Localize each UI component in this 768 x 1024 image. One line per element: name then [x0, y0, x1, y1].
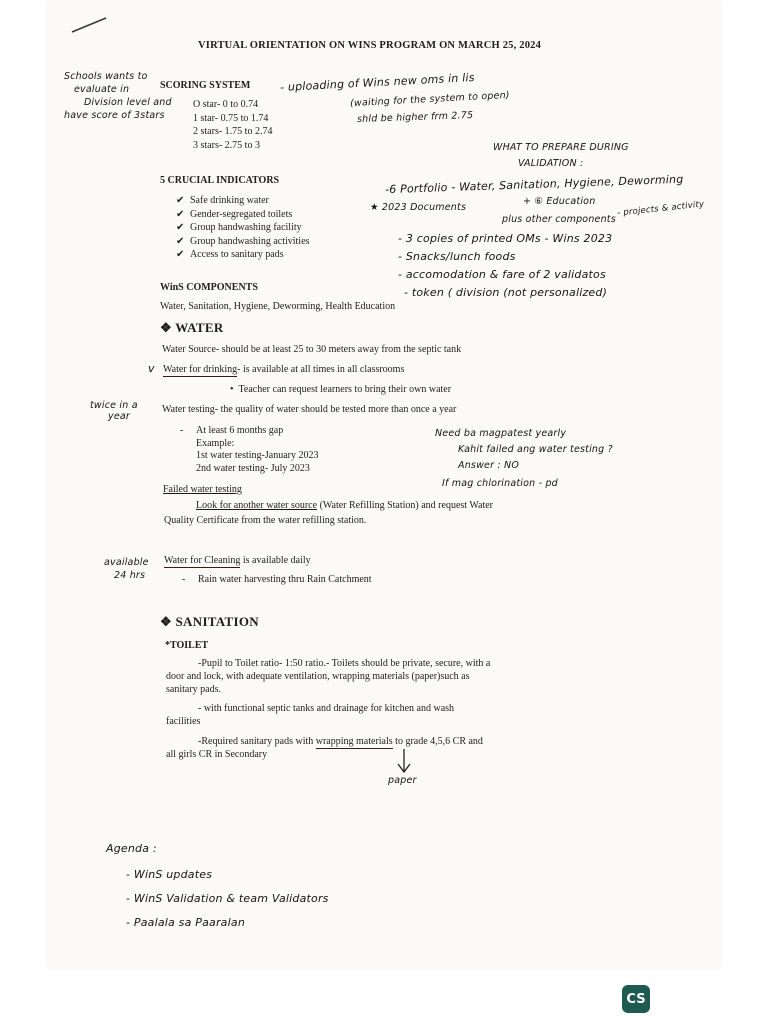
- indicator-item: ✔ Gender-segregated toilets: [176, 208, 293, 220]
- toilet-paragraph-2: - with functional septic tanks and drainage for kitchen and wash facilities: [166, 703, 455, 727]
- indicator-item: ✔ Access to sanitary pads: [176, 249, 284, 260]
- toilet-paragraph-1: -Pupil to Toilet ratio- 1:50 ratio.- Toilets should be private, secure, with a door and lock, with adequate ventilation, wrapping materials (paper)such as sanitary pads.: [166, 658, 491, 695]
- handwritten-upload-note: - uploading of Wins new oms in lis: [279, 70, 475, 95]
- handwritten-other-components: plus other components: [502, 214, 616, 225]
- handwritten-paper: paper: [388, 775, 417, 786]
- handwritten-portfolio: -6 Portfolio - Water, Sanitation, Hygiene, Deworming: [384, 172, 684, 197]
- handwritten-validation-heading: VALIDATION :: [518, 158, 584, 169]
- handwritten-token: - token ( division (not personalized): [404, 286, 608, 299]
- indicators-heading: 5 CRUCIAL INDICATORS: [160, 175, 280, 186]
- scoring-heading: SCORING SYSTEM: [160, 80, 251, 91]
- handwritten-prepare-heading: WHAT TO PREPARE DURING: [493, 142, 629, 153]
- look-source-text: Look for another water source (Water Refilling Station) and request Water: [196, 500, 493, 511]
- handwritten-agenda-heading: Agenda :: [106, 842, 157, 855]
- document-title: VIRTUAL ORIENTATION ON WINS PROGRAM ON MARCH 25, 2024: [198, 40, 542, 51]
- agenda-item: - WinS Validation & team Validators: [126, 892, 329, 905]
- handwritten-documents: ★ 2023 Documents: [370, 202, 467, 213]
- rain-harvest-text: - Rain water harvesting thru Rain Catchment: [182, 574, 372, 585]
- star-1: 1 star- 0.75 to 1.74: [193, 112, 269, 124]
- handwritten-snacks: - Snacks/lunch foods: [398, 250, 516, 263]
- water-cleaning-text: Water for Cleaning is available daily: [164, 555, 311, 566]
- water-drinking-text: Water for drinking- is available at all times in all classrooms: [163, 364, 405, 375]
- indicator-item: ✔ Safe drinking water: [176, 195, 269, 206]
- agenda-item: - WinS updates: [126, 868, 213, 881]
- sanitation-heading: ❖ SANITATION: [160, 614, 259, 629]
- water-source-text: Water Source- should be at least 25 to 30 meters away from the septic tank: [162, 344, 462, 355]
- handwritten-chlorination: If mag chlorination - pd: [442, 478, 558, 489]
- indicators-list: [176, 194, 309, 262]
- diamond-bullet-icon: ❖: [160, 320, 172, 335]
- toilet-heading: *TOILET: [165, 640, 209, 651]
- indicator-item: ✔ Group handwashing facility: [176, 222, 302, 233]
- handwritten-projects: - projects & activity: [616, 199, 705, 219]
- handwritten-answer: Answer : NO: [458, 460, 520, 471]
- handwritten-waiting-note: (waiting for the system to open): [349, 89, 510, 110]
- indicator-item: ✔ Group handwashing activities: [176, 235, 310, 247]
- handwritten-copies: - 3 copies of printed OMs - Wins 2023: [398, 232, 613, 245]
- handwritten-need-test: Need ba magpatest yearly: [435, 428, 567, 439]
- water-testing-details: - At least 6 months gap Example: 1st water testing-January 2023 2nd water testing- July 2023: [180, 425, 319, 474]
- water-teacher-text: • Teacher can request learners to bring their own water: [230, 384, 452, 395]
- handwritten-available: available 24 hrs: [104, 557, 149, 581]
- star-0: O star- 0 to 0.74: [193, 99, 259, 110]
- agenda-item: - Paalala sa Paaralan: [126, 916, 245, 929]
- handwritten-kahit-failed: Kahit failed ang water testing ?: [458, 444, 613, 455]
- handwritten-twice: twice in a year: [90, 400, 138, 422]
- failed-testing-heading: Failed water testing: [163, 484, 242, 495]
- checkmark-icon: v: [148, 362, 155, 375]
- toilet-paragraph-3: -Required sanitary pads with wrapping materials to grade 4,5,6 CR and all girls CR in Secondary: [166, 736, 483, 760]
- arrow-down-icon: [393, 747, 415, 775]
- look-source-text-2: Quality Certificate from the water refilling station.: [164, 515, 367, 526]
- handwritten-education: + ⑥ Education: [523, 196, 596, 207]
- handwritten-note-schools: Schools wants to evaluate in Division level and have score of 3stars: [64, 71, 172, 121]
- water-heading: ❖ WATER: [160, 320, 224, 335]
- star-2: 2 stars- 1.75 to 2.74: [193, 126, 273, 137]
- handwritten-agenda-list: [126, 863, 329, 935]
- handwritten-accomodation: - accomodation & fare of 2 validatos: [398, 268, 606, 281]
- water-testing-text: Water testing- the quality of water should be tested more than once a year: [162, 404, 457, 415]
- diamond-bullet-icon: ❖: [160, 614, 172, 629]
- components-text: Water, Sanitation, Hygiene, Deworming, Health Education: [160, 301, 396, 312]
- components-heading: WinS COMPONENTS: [160, 282, 258, 293]
- scoring-stars: [193, 98, 272, 152]
- pen-stroke-mark: [70, 14, 110, 36]
- handwritten-higher-note: shld be higher frm 2.75: [356, 109, 474, 126]
- star-3: 3 stars- 2.75 to 3: [193, 139, 260, 151]
- camscanner-logo: CS: [622, 985, 650, 1013]
